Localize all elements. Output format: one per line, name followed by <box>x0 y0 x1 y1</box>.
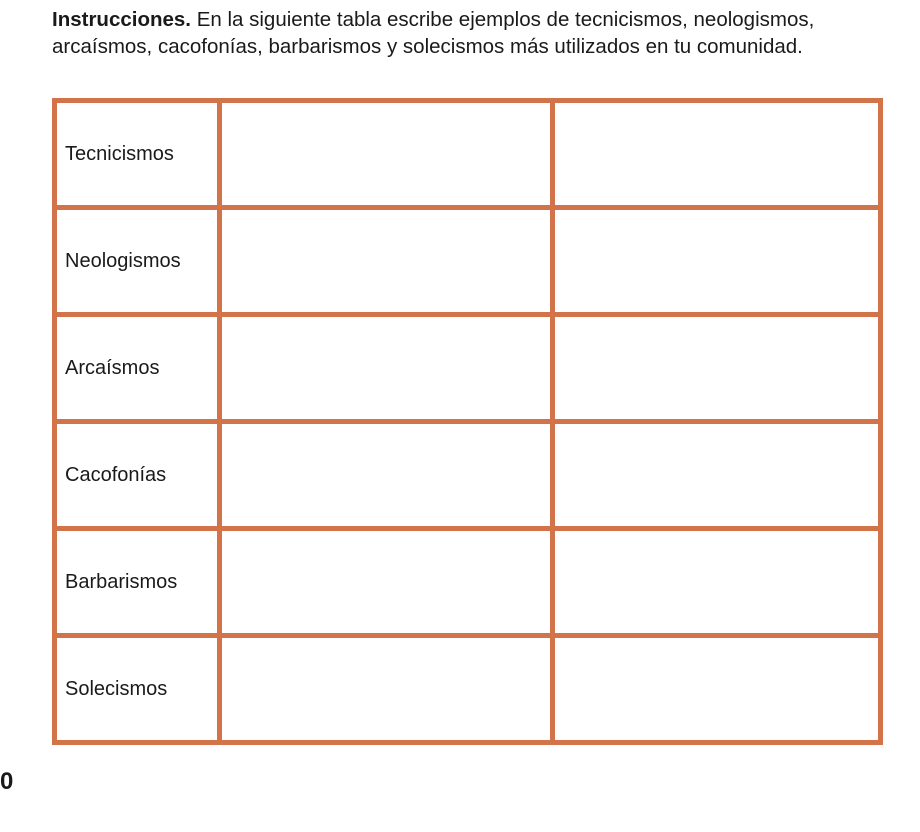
answer-cell[interactable] <box>220 636 553 743</box>
table-row <box>55 636 881 743</box>
answer-cell[interactable] <box>553 636 881 743</box>
row-label: Solecismos <box>55 636 220 743</box>
table-row <box>55 422 881 529</box>
row-label: Arcaísmos <box>55 315 220 422</box>
table-row <box>55 101 881 208</box>
answer-cell[interactable] <box>553 208 881 315</box>
row-label: Barbarismos <box>55 529 220 636</box>
answer-cell[interactable] <box>220 208 553 315</box>
row-label: Cacofonías <box>55 422 220 529</box>
row-label: Neologismos <box>55 208 220 315</box>
worksheet-table <box>52 98 883 745</box>
answer-cell[interactable] <box>220 315 553 422</box>
instructions-text: En la siguiente tabla escribe ejemplos de tecnicismos, neologismos, arcaísmos, cacofonías, barbarismos y solecismos más utilizados en tu comunidad. <box>52 8 815 58</box>
table-row <box>55 529 881 636</box>
table-row <box>55 315 881 422</box>
answer-cell[interactable] <box>553 315 881 422</box>
instructions <box>52 6 902 60</box>
answer-cell[interactable] <box>553 529 881 636</box>
page-number: 0 <box>0 768 14 795</box>
answer-cell[interactable] <box>220 529 553 636</box>
answer-cell[interactable] <box>220 101 553 208</box>
answer-cell[interactable] <box>553 422 881 529</box>
table-row <box>55 208 881 315</box>
instructions-lead: Instrucciones. <box>52 8 191 31</box>
row-label: Tecnicismos <box>55 101 220 208</box>
answer-cell[interactable] <box>553 101 881 208</box>
answer-cell[interactable] <box>220 422 553 529</box>
